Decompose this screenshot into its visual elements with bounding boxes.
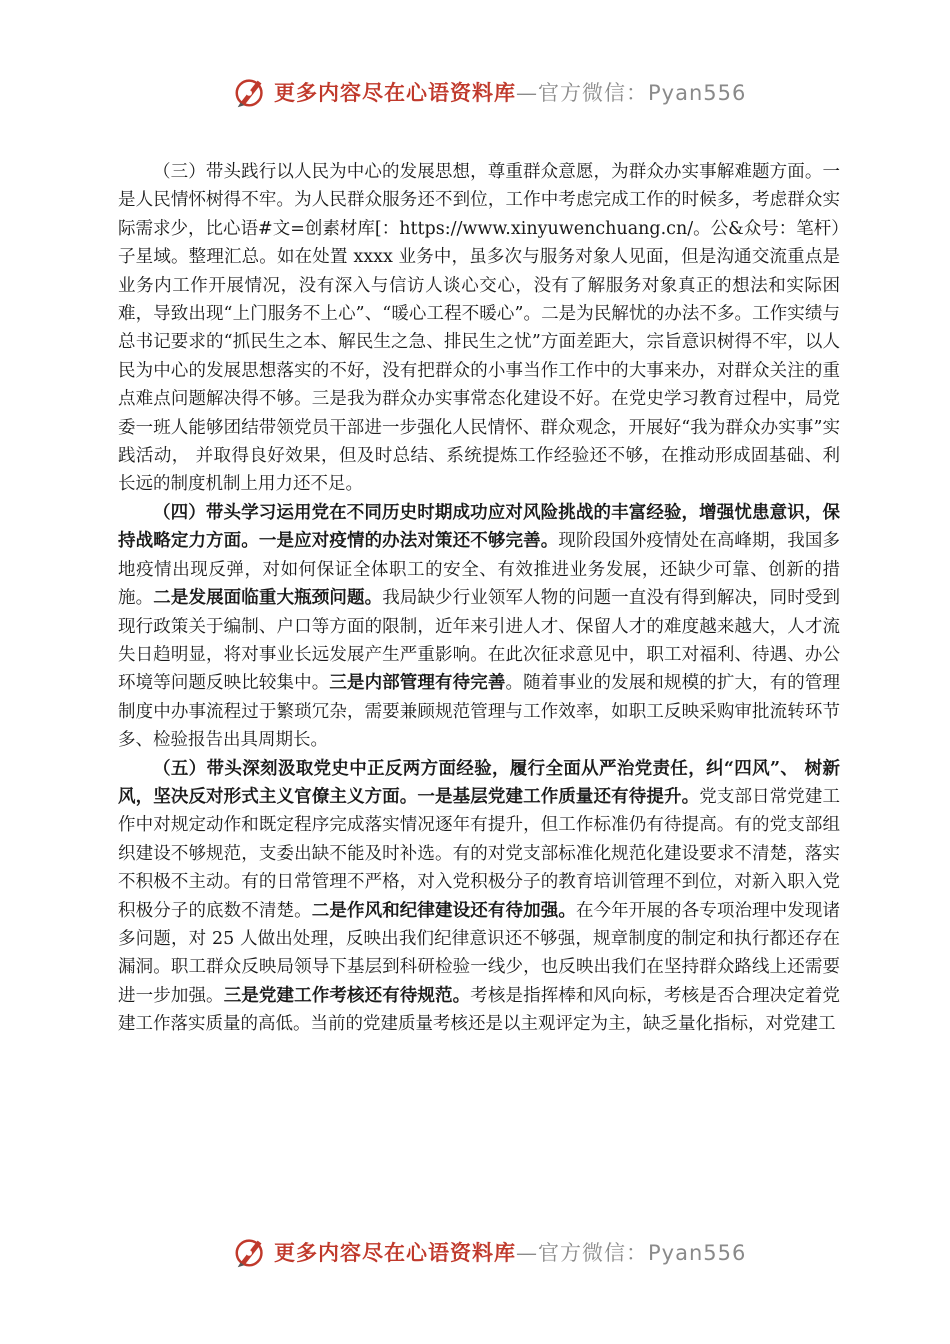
paragraph-3: （三）带头践行以人民为中心的发展思想，尊重群众意愿，为群众办实事解难题方面。一是人民情怀树得不牢。为人民群众服务还不到位，工作中考虑完成工作的时候多，考虑群众实际需求少，比心语#文=创素材库[：https://www.xinyuwenchuang.cn/。公&众号：笔杆）子星域。整理汇总。如在处置 xxxx 业务中，虽多次与服务对象人见面，但是沟通交流重点是业务内工作开展情况，没有深入与信访人谈心交心，没有了解服务对象真正的想法和实际困难，导致出现“上门服务不上心”、“暖心工程不暖心”。二是为民解忧的办法不多。工作实绩与总书记要求的“抓民生之本、解民生之急、排民生之忧”方面差距大，宗旨意识树得不牢，以人民为中心的发展思想落实的不好，没有把群众的小事当作工作中的大事来办，对群众关注的重点难点问题解决得不够。三是我为群众办实事常态化建设不好。在党史学习教育过程中，局党委一班人能够团结带领党员干部进一步强化人民情怀、群众观念，开展好“我为群众办实事”实践活动， 并取得良好效果，但及时总结、系统提炼工作经验还不够，在推动形成固基础、利长远的制度机制上用力还不足。 [118,162,840,495]
p5-heading-bold: （五）带头深刻汲取党史中正反两方面经验，履行全面从严治党责任，纠“四风”、 树新风，坚决反对形式主义官僚主义方面。一是基层党建工作质量还有待提升。 [118,758,840,807]
paragraph-5 [118,755,840,1039]
header-wechat-label: 官方微信： [538,81,648,105]
header-banner-text [274,77,746,107]
footer-banner [232,1232,752,1272]
pen-logo-icon [232,1233,270,1271]
p4-text-1: 现阶段国外疫情处在高峰期，我国多地疫情出现反弹，对如何保证全体职工的安全、有效推进业务发展，还缺少可靠、创新的措施。 [118,531,840,609]
p4-point-2-bold: 二是发展面临重大瓶颈问题。 [153,588,383,609]
p4-text-3: 。随着事业的发展和规模的扩大，有的管理制度中办事流程过于繁琐冗杂，需要兼顾规范管理与工作效率，如职工反映采购审批流转环节多、检验报告出具周期长。 [118,673,841,751]
footer-library-text: 更多内容尽在心语资料库 [274,1240,516,1265]
header-banner [232,72,752,112]
header-wechat-id: Pyan556 [648,81,747,105]
document-body [118,158,840,1039]
pen-logo-icon [232,73,270,111]
paragraph-4 [118,499,840,755]
p5-point-2-bold: 二是作风和纪律建设还有待加强。 [311,900,576,921]
p4-text-2: 我局缺少行业领军人物的问题一直没有得到解决，同时受到现行政策关于编制、户口等方面的限制，近年来引进人才、保留人才的难度越来越大，人才流失日趋明显，将对事业长远发展产生严重影响。在此次征求意见中，职工对福利、待遇、办公环境等问题反映比较集中。 [118,588,841,694]
p5-point-3-bold: 三是党建工作考核还有待规范。 [223,985,471,1006]
footer-wechat-id: Pyan556 [648,1241,747,1265]
p4-point-3-bold: 三是内部管理有待完善 [329,673,506,694]
p5-text-2: 在今年开展的各专项治理中发现诸多问题，对 25 人做出处理，反映出我们纪律意识还不够强，规章制度的制定和执行都还存在漏洞。职工群众反映局领导下基层到科研检验一线少，也反映出我们在坚持群众路线上还需要进一步加强。 [118,900,841,1006]
p4-heading-bold: （四）带头学习运用党在不同历史时期成功应对风险挑战的丰富经验，增强忧患意识，保持战略定力方面。一是应对疫情的办法对策还不够完善。 [118,502,840,552]
footer-banner-text [274,1237,746,1267]
p5-text-1: 党支部日常党建工作中对规定动作和既定程序完成落实情况逐年有提升，但工作标准仍有待提高。有的党支部组织建设不够规范，支委出缺不能及时补选。有的对党支部标准化规范化建设要求不清楚，落实不积极不主动。有的日常管理不严格，对入党积极分子的教育培训管理不到位，对新入职入党积极分子的底数不清楚。 [118,786,841,921]
header-separator: — [516,81,538,105]
header-library-text: 更多内容尽在心语资料库 [274,80,516,105]
footer-separator: — [516,1241,538,1265]
footer-wechat-label: 官方微信： [538,1241,648,1265]
p5-text-3: 考核是指挥棒和风向标，考核是否合理决定着党建工作落实质量的高低。当前的党建质量考核还是以主观评定为主，缺乏量化指标，对党建工 [118,985,841,1035]
